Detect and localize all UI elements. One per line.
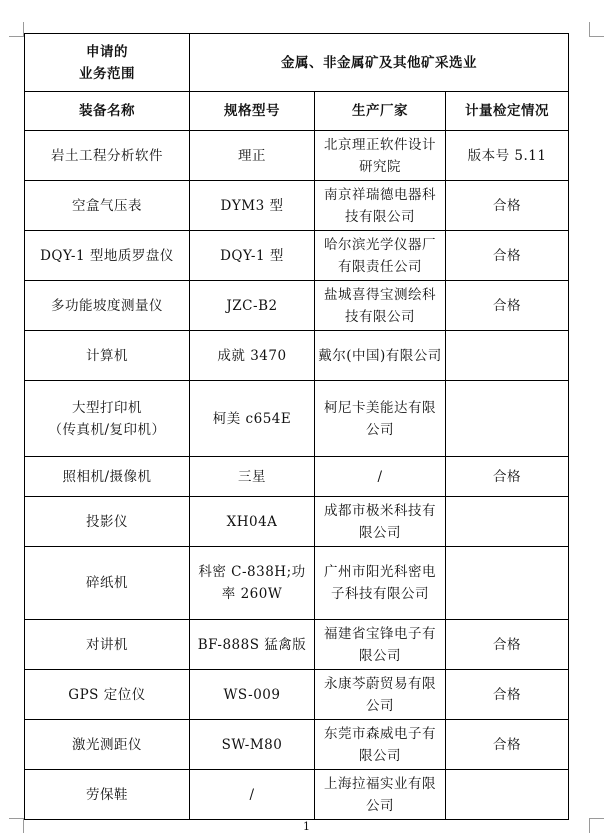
equipment-maker: 盐城喜得宝测绘科技有限公司 [315,281,446,331]
scope-label-line1: 申请的 [86,43,128,60]
equipment-name-line1: 大型打印机 [72,399,142,416]
scope-value: 金属、非金属矿及其他矿采选业 [190,34,569,92]
equipment-name: 对讲机 [25,620,190,670]
equipment-model: XH04A [190,497,315,547]
equipment-maker: 戴尔(中国)有限公司 [315,331,446,381]
equipment-maker: 东莞市森威电子有限公司 [315,720,446,770]
equipment-maker: 南京祥瑞德电器科技有限公司 [315,181,446,231]
equipment-name: 劳保鞋 [25,770,190,820]
equipment-cert [446,770,569,820]
column-header-row [25,92,569,131]
equipment-cert [446,547,569,620]
equipment-model: DQY-1 型 [190,231,315,281]
column-header-name: 装备名称 [25,92,190,131]
crop-mark-top-right [589,22,604,37]
scope-label-cell [25,34,190,92]
equipment-name-line2: （传真机/复印机） [48,421,166,438]
equipment-cert: 合格 [446,457,569,497]
equipment-model: BF-888S 猛禽版 [190,620,315,670]
crop-mark-top-left [9,22,24,37]
scope-row [25,34,569,92]
equipment-cert [446,381,569,457]
table-row [25,281,569,331]
equipment-name: DQY-1 型地质罗盘仪 [25,231,190,281]
table-row [25,231,569,281]
equipment-name: 岩土工程分析软件 [25,131,190,181]
equipment-name: 照相机/摄像机 [25,457,190,497]
table-row [25,547,569,620]
table-row [25,497,569,547]
equipment-name: GPS 定位仪 [25,670,190,720]
table-row [25,770,569,820]
equipment-cert [446,331,569,381]
table-row [25,620,569,670]
equipment-cert: 合格 [446,720,569,770]
table-row [25,720,569,770]
equipment-name: 激光测距仪 [25,720,190,770]
equipment-maker: 广州市阳光科密电子科技有限公司 [315,547,446,620]
equipment-name: 投影仪 [25,497,190,547]
table-row [25,131,569,181]
page-number: 1 [303,820,310,833]
equipment-table [24,33,569,820]
equipment-model: 三星 [190,457,315,497]
equipment-cert: 合格 [446,281,569,331]
equipment-maker: 柯尼卡美能达有限公司 [315,381,446,457]
column-header-maker: 生产厂家 [315,92,446,131]
equipment-cert: 合格 [446,620,569,670]
equipment-cert: 合格 [446,231,569,281]
equipment-cert: 合格 [446,181,569,231]
equipment-maker: / [315,457,446,497]
equipment-name: 空盒气压表 [25,181,190,231]
column-header-cert: 计量检定情况 [446,92,569,131]
scope-label-line2: 业务范围 [79,65,135,82]
equipment-model: WS-009 [190,670,315,720]
equipment-cert: 版本号 5.11 [446,131,569,181]
equipment-model: 成就 3470 [190,331,315,381]
table-row [25,181,569,231]
equipment-cert: 合格 [446,670,569,720]
equipment-name: 碎纸机 [25,547,190,620]
equipment-model: 柯美 c654E [190,381,315,457]
equipment-maker: 哈尔滨光学仪器厂有限责任公司 [315,231,446,281]
equipment-model: JZC-B2 [190,281,315,331]
equipment-model: / [190,770,315,820]
equipment-model: 科密 C-838H;功率 260W [190,547,315,620]
equipment-maker: 北京理正软件设计研究院 [315,131,446,181]
equipment-maker: 上海拉福实业有限公司 [315,770,446,820]
table-row [25,670,569,720]
equipment-model: 理正 [190,131,315,181]
equipment-maker: 福建省宝锋电子有限公司 [315,620,446,670]
table-row [25,457,569,497]
equipment-name [25,381,190,457]
equipment-model: SW-M80 [190,720,315,770]
table-row [25,331,569,381]
equipment-cert [446,497,569,547]
column-header-model: 规格型号 [190,92,315,131]
equipment-model: DYM3 型 [190,181,315,231]
equipment-name: 多功能坡度测量仪 [25,281,190,331]
equipment-maker: 永康芩蔚贸易有限公司 [315,670,446,720]
equipment-name: 计算机 [25,331,190,381]
table-row [25,381,569,457]
equipment-maker: 成都市极米科技有限公司 [315,497,446,547]
